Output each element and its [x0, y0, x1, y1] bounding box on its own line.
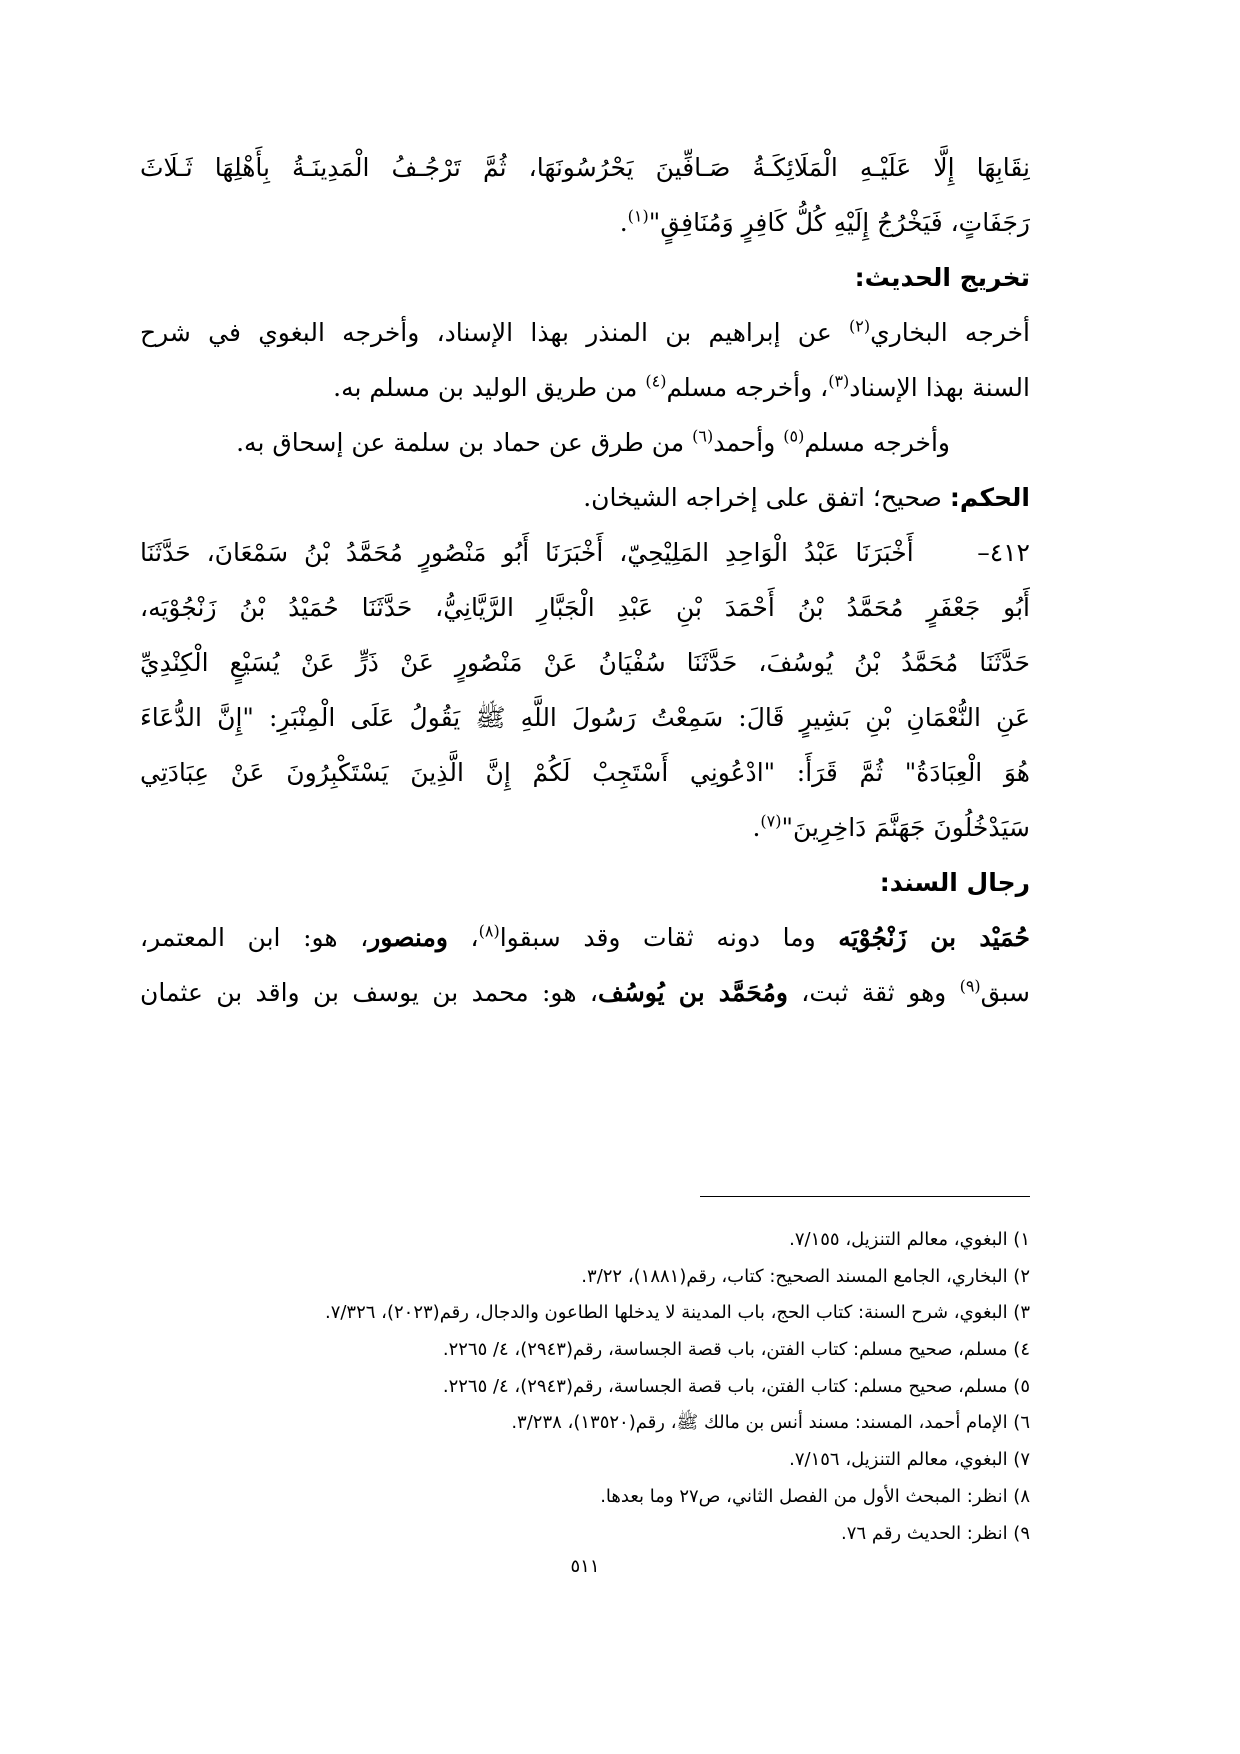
ruling-text: صحيح؛ اتفق على إخراجه الشيخان. — [583, 483, 950, 512]
footnote-2: ٢) البخاري، الجامع المسند الصحيح: كتاب، رقم(١٨٨١)، ٣/٢٢. — [581, 1265, 1030, 1287]
hadith-412-line-3 — [140, 635, 1030, 690]
footnote-ref[interactable]: (٦) — [692, 426, 714, 446]
hadith-text: أَبُو جَعْفَرٍ مُحَمَّدُ بْنُ أَحْمَدَ بْنِ عَبْدِ الْجَبَّارِ الرَّيَّانِيُّ، حَدَّثَنَا حُمَيْدُ بْنُ زَنْجُوْيَه، — [140, 593, 1030, 622]
footnote-3: ٣) البغوي، شرح السنة: كتاب الحج، باب المدينة لا يدخلها الطاعون والدجال، رقم(٢٠٢٣)، ٧/٣٢٦. — [324, 1302, 1030, 1324]
paragraph-text: وهو ثقة ثبت، — [787, 978, 960, 1007]
hadith-text: رَجَفَاتٍ، فَيَخْرُجُ إِلَيْهِ كُلُّ كَافِرٍ وَمُنَافِقٍ" — [648, 208, 1030, 237]
paragraph-text: أخرجه البخاري — [870, 318, 1030, 347]
paragraph-text: ، وأخرجه مسلم — [666, 373, 829, 402]
footnote-1: ١) البغوي، معالم التنزيل، ٧/١٥٥. — [789, 1229, 1030, 1250]
hadith-text: سَيَدْخُلُونَ جَهَنَّمَ دَاخِرِينَ" — [781, 813, 1030, 842]
section-heading-rijal: رجال السند: — [879, 868, 1030, 897]
narrator-name: ومُحَمَّد بن يُوسُف — [597, 978, 788, 1007]
narrator-name: حُمَيْد بن زَنْجُوْيَه — [838, 923, 1030, 952]
paragraph-text: وأخرجه مسلم — [804, 428, 950, 457]
body-line-4 — [140, 360, 1030, 415]
footnotes — [140, 1222, 1030, 1552]
document-page — [140, 140, 1030, 1620]
body-line-3 — [140, 305, 1030, 360]
footnote-6: ٦) الإمام أحمد، المسند: مسند أنس بن مالك ﷺ، رقم(١٣٥٢٠)، ٣/٢٣٨. — [511, 1412, 1030, 1434]
footnote-4: ٤) مسلم، صحيح مسلم: كتاب الفتن، باب قصة الجساسة، رقم(٢٩٤٣)، ٤/ ٢٢٦٥. — [442, 1339, 1030, 1361]
hadith-text: أَخْبَرَنَا عَبْدُ الْوَاحِدِ المَلِيْحِيّ، أَخْبَرَنَا أَبُو مَنْصُورٍ مُحَمَّدُ بْنُ سَمْعَانَ، حَدَّثَنَا — [140, 538, 914, 567]
footnote-ref[interactable]: (٤) — [645, 371, 667, 391]
footnote-ref[interactable]: (٧) — [760, 811, 782, 831]
narrator-name: ومنصور — [368, 923, 448, 952]
hadith-412-line-2 — [140, 580, 1030, 635]
footnote-ref[interactable]: (٨) — [478, 921, 500, 941]
hadith-412-line-1 — [140, 525, 1030, 580]
hadith-number: ٤١٢– — [977, 538, 1030, 567]
body-line-rijal-2 — [140, 965, 1030, 1020]
ruling-label: الحكم: — [949, 483, 1030, 512]
footnote-separator — [700, 1196, 1030, 1197]
section-heading-takhrij: تخريج الحديث: — [854, 263, 1030, 292]
body-line-rijal-1 — [140, 910, 1030, 965]
paragraph-text: عن إبراهيم بن المنذر بهذا الإسناد، وأخرجه البغوي في شرح — [140, 318, 850, 347]
hadith-text: حَدَّثَنَا مُحَمَّدُ بْنُ يُوسُفَ، حَدَّثَنَا سُفْيَانُ عَنْ مَنْصُورٍ عَنْ ذَرٍّ عَنْ يُسَيْعٍ الْكِنْدِيِّ — [140, 648, 1030, 677]
page-number: ٥١١ — [570, 1556, 600, 1577]
hadith-412-line-4 — [140, 690, 1030, 745]
body-line-2 — [140, 195, 1030, 250]
punctuation: . — [752, 813, 761, 842]
footnote-9: ٩) انظر: الحديث رقم ٧٦. — [841, 1522, 1030, 1544]
body-line-1 — [140, 140, 1030, 195]
paragraph-text: وأحمد — [713, 428, 784, 457]
paragraph-text: السنة بهذا الإسناد — [849, 373, 1030, 402]
hadith-text: عَنِ النُّعْمَانِ بْنِ بَشِيرٍ قَالَ: سَمِعْتُ رَسُولَ اللَّهِ ﷺ يَقُولُ عَلَى الْمِنْبَرِ: "إِنَّ الدُّعَاءَ — [140, 703, 1030, 732]
paragraph-text: ، هو: ابن المعتمر، — [140, 923, 369, 952]
punctuation: . — [619, 208, 628, 237]
footnote-8: ٨) انظر: المبحث الأول من الفصل الثاني، ص٢٧ وما بعدها. — [600, 1485, 1030, 1507]
footnote-ref[interactable]: (٢) — [849, 316, 871, 336]
footnote-ref[interactable]: (٩) — [959, 976, 981, 996]
hadith-text: نِقَابِهَا إِلَّا عَلَيْـهِ الْمَلَائِكَـةُ صَـافِّينَ يَحْرُسُونَهَا، ثُمَّ تَرْجُـفُ الْمَدِينَـةُ بِأَهْلِهَا ثَـلَاثَ — [140, 153, 1030, 182]
hadith-412-line-6 — [140, 800, 1030, 855]
body-line-5 — [140, 415, 1030, 470]
paragraph-text: ، هو: محمد بن يوسف بن واقد بن عثمان — [140, 978, 598, 1007]
paragraph-text: من طرق عن حماد بن سلمة عن إسحاق به. — [236, 428, 693, 457]
hadith-text: هُوَ الْعِبَادَةُ" ثُمَّ قَرَأَ: "ادْعُونِي أَسْتَجِبْ لَكُمْ إِنَّ الَّذِينَ يَسْتَكْبِرُونَ عَنْ عِبَادَتِي — [140, 758, 1030, 787]
footnote-ref[interactable]: (٥) — [783, 426, 805, 446]
punctuation: ، — [447, 923, 479, 952]
body-line-ruling — [140, 470, 1030, 525]
footnote-ref[interactable]: (٣) — [828, 371, 850, 391]
footnote-7: ٧) البغوي، معالم التنزيل، ٧/١٥٦. — [789, 1449, 1030, 1471]
paragraph-text: من طريق الوليد بن مسلم به. — [333, 373, 646, 402]
paragraph-text: سبق — [980, 978, 1030, 1007]
hadith-412-line-5 — [140, 745, 1030, 800]
footnote-ref[interactable]: (١) — [627, 206, 649, 226]
paragraph-text: وما دونه ثقات وقد سبقوا — [499, 923, 839, 952]
footnote-5: ٥) مسلم، صحيح مسلم: كتاب الفتن، باب قصة الجساسة، رقم(٢٩٤٣)، ٤/ ٢٢٦٥. — [442, 1375, 1030, 1397]
